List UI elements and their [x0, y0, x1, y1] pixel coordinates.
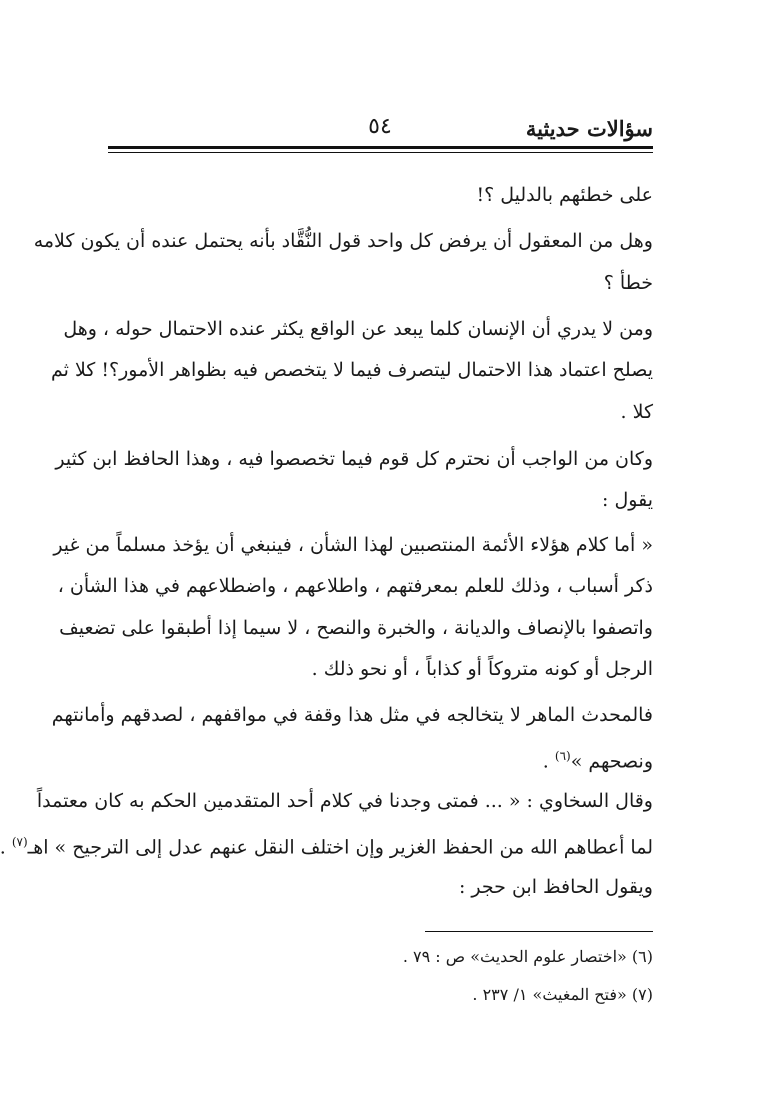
- page-number: ٥٤: [368, 114, 392, 139]
- header-rule-thick: [108, 146, 653, 149]
- quote-line: فالمحدث الماهر لا يتخالجه في مثل هذا وقفة في مواقفهم ، لصدقهم وأمانتهم: [51, 704, 653, 726]
- text-line: كلا .: [620, 401, 653, 423]
- footnote-7: (٧) «فتح المغيث» ١/ ٢٣٧ .: [472, 985, 653, 1004]
- footnote-marker-6: (٦): [554, 749, 571, 763]
- footnote-separator: [425, 931, 653, 932]
- quote-line: الرجل أو كونه متروكاً أو كذاباً ، أو نحو ذلك .: [311, 658, 653, 680]
- running-title: سؤالات حديثية: [525, 116, 653, 141]
- footnote-6: (٦) «اختصار علوم الحديث» ص : ٧٩ .: [402, 947, 653, 966]
- text-line: لما أعطاهم الله من الحفظ الغزير وإن اختلف النقل عنهم عدل إلى الترجيح » اهـ$^{(٧)}$ .: [0, 835, 653, 859]
- footnote-marker-7: (٧): [11, 835, 28, 849]
- quote-line: واتصفوا بالإنصاف والديانة ، والخبرة والنصح ، لا سيما إذا أطبقوا على تضعيف: [59, 617, 653, 639]
- text-line: ومن لا يدري أن الإنسان كلما يبعد عن الواقع يكثر عنده الاحتمال حوله ، وهل: [63, 318, 653, 340]
- text-line: ويقول الحافظ ابن حجر :: [458, 876, 653, 898]
- quote-end-text: ونصحهم »: [570, 750, 653, 773]
- text-line: وهل من المعقول أن يرفض كل واحد قول النُّقَّاد بأنه يحتمل عنده أن يكون كلامه: [33, 230, 653, 252]
- text-line: وكان من الواجب أن نحترم كل قوم فيما تخصصوا فيه ، وهذا الحافظ ابن كثير: [55, 448, 653, 470]
- text-line: خطأ ؟: [603, 272, 653, 294]
- text-line: يصلح اعتماد هذا الاحتمال ليتصرف فيما لا يتخصص فيه بظواهر الأمور؟! كلا ثم: [51, 359, 653, 381]
- text-line: على خطئهم بالدليل ؟!: [476, 184, 653, 206]
- text-line: يقول :: [602, 489, 653, 511]
- text-line: وقال السخاوي : « ... فمتى وجدنا في كلام أحد المتقدمين الحكم به كان معتمداً: [36, 790, 653, 812]
- quote-line: « أما كلام هؤلاء الأئمة المنتصبين لهذا الشأن ، فينبغي أن يؤخذ مسلماً من غير: [53, 534, 653, 556]
- quote-line: ذكر أسباب ، وذلك للعلم بمعرفتهم ، واطلاعهم ، واضطلاعهم في هذا الشأن ،: [57, 575, 653, 597]
- quote-line: ونصحهم »$^{(٦)}$ .: [542, 749, 653, 773]
- quote-end-text: لما أعطاهم الله من الحفظ الغزير وإن اختلف النقل عنهم عدل إلى الترجيح » اهـ: [27, 836, 653, 859]
- running-head: [108, 112, 653, 146]
- header-rule-thin: [108, 152, 653, 153]
